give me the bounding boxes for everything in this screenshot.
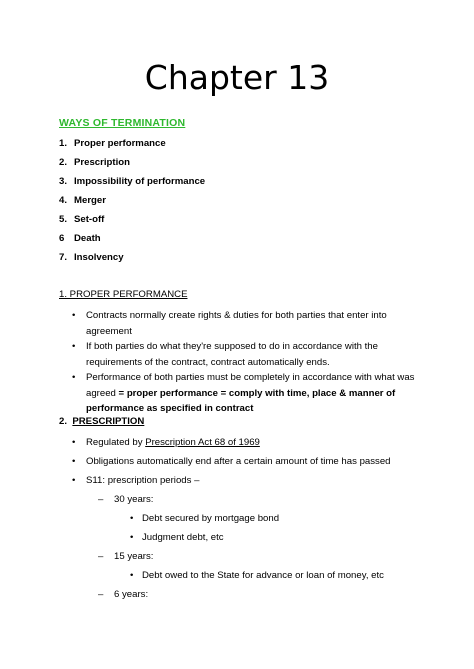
section-number: 2.: [59, 416, 68, 427]
dash-icon: –: [98, 494, 104, 505]
dash-icon: –: [98, 551, 104, 562]
list-number: 4.: [59, 195, 68, 206]
bullet-icon: •: [130, 513, 134, 524]
section-heading-proper-performance: [59, 289, 187, 300]
dash-item: [98, 549, 153, 564]
bullet-icon: •: [72, 437, 76, 448]
bullet-text: If both parties do what they're supposed to do in accordance with the requirements of the contract, contract automatically ends.: [86, 341, 378, 368]
bullet-text-plain: Regulated by: [86, 437, 146, 448]
sub-bullet-item: [130, 511, 279, 526]
list-number: 2.: [59, 157, 68, 168]
bullet-text: [86, 370, 426, 417]
list-number: 3.: [59, 176, 68, 187]
dash-icon: –: [98, 589, 104, 600]
list-label: Impossibility of performance: [74, 176, 206, 187]
ways-heading: WAYS OF TERMINATION: [59, 117, 186, 129]
sub-bullet-item: [130, 530, 224, 545]
list-label: Death: [74, 233, 101, 244]
list-number: 1.: [59, 138, 68, 149]
list-label: Set-off: [74, 214, 105, 225]
dash-text: 6 years:: [114, 589, 149, 600]
section-heading-label: 1. PROPER PERFORMANCE: [59, 289, 188, 300]
list-item: [59, 176, 205, 187]
list-number: 6: [59, 233, 65, 244]
sub-bullet-text: Judgment debt, etc: [142, 532, 224, 543]
bullet-icon: •: [72, 475, 76, 486]
dash-item: [98, 492, 153, 507]
bullet-text-bold: = proper performance = comply with time, place & manner of performance as specified in contract: [86, 387, 396, 414]
bullet-icon: •: [130, 570, 134, 581]
bullet-icon: •: [72, 310, 76, 321]
bullet-text: [86, 435, 426, 451]
list-label: Insolvency: [74, 252, 124, 263]
list-number: 5.: [59, 214, 68, 225]
page-title: Chapter 13: [144, 58, 330, 97]
act-reference: Prescription Act 68 of 1969: [145, 437, 260, 448]
list-label: Prescription: [74, 157, 130, 168]
bullet-icon: •: [130, 532, 134, 543]
sub-bullet-text: Debt owed to the State for advance or loan of money, etc: [142, 570, 384, 581]
list-item: [59, 157, 130, 168]
list-number: 7.: [59, 252, 68, 263]
dash-text: 15 years:: [114, 551, 154, 562]
bullet-icon: •: [72, 456, 76, 467]
bullet-text: Contracts normally create rights & duties for both parties that enter into agreement: [86, 310, 387, 337]
sub-bullet-text: Debt secured by mortgage bond: [142, 513, 280, 524]
list-item: [59, 233, 101, 244]
list-item: [59, 138, 166, 149]
dash-item: [98, 587, 148, 602]
list-label: Merger: [74, 195, 106, 206]
bullet-text: Obligations automatically end after a certain amount of time has passed: [86, 456, 391, 467]
list-item: [59, 252, 124, 263]
section-heading-prescription: [59, 416, 144, 427]
dash-text: 30 years:: [114, 494, 154, 505]
list-item: [59, 214, 104, 225]
sub-bullet-item: [130, 568, 384, 583]
bullet-text-plain: Performance of both parties must be completely in accordance with what was agreed: [86, 372, 415, 399]
list-item: [59, 195, 106, 206]
bullet-icon: •: [72, 372, 76, 383]
section-heading-label: PRESCRIPTION: [72, 416, 145, 427]
list-label: Proper performance: [74, 138, 166, 149]
bullet-icon: •: [72, 341, 76, 352]
bullet-text: S11: prescription periods –: [86, 475, 200, 486]
